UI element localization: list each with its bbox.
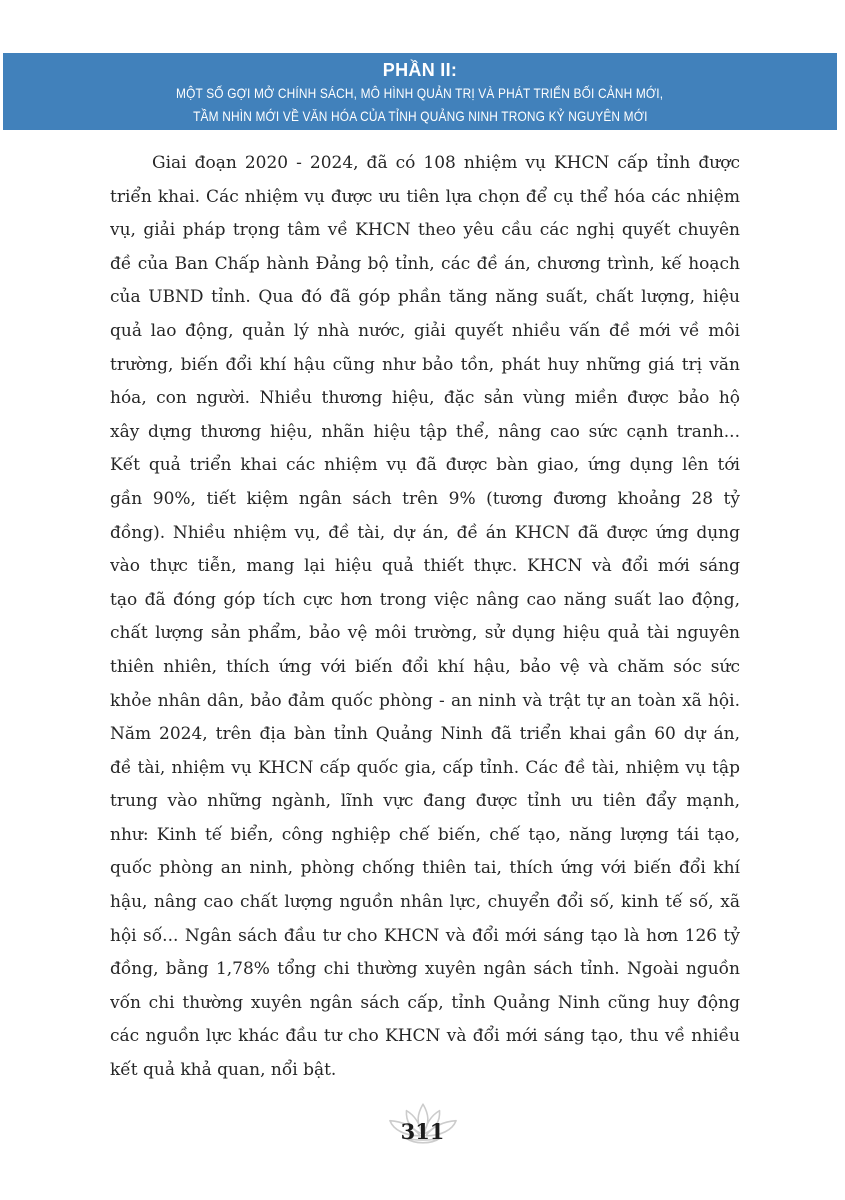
page-number: 311 [400, 1119, 445, 1144]
body-text-line: kết quả khả quan, nổi bật. [110, 1060, 337, 1081]
body-text-line: Năm 2024, trên địa bàn tỉnh Quảng Ninh đã triển khai gần 60 dự án, [110, 724, 740, 745]
body-text-line: quả lao động, quản lý nhà nước, giải quyết nhiều vấn đề mới về môi [110, 320, 740, 341]
body-text-line: quốc phòng an ninh, phòng chống thiên tai, thích ứng với biến đổi khí [110, 858, 740, 879]
body-text-line: gần 90%, tiết kiệm ngân sách trên 9% (tương đương khoảng 28 tỷ [110, 488, 740, 509]
body-text-line: trung vào những ngành, lĩnh vực đang được tỉnh ưu tiên đẩy mạnh, [110, 791, 740, 812]
body-text-line: vốn chi thường xuyên ngân sách cấp, tỉnh Quảng Ninh cũng huy động [110, 992, 740, 1013]
chapter-part-label: PHẦN II: [382, 60, 458, 80]
body-text-line: xây dựng thương hiệu, nhãn hiệu tập thể, nâng cao sức cạnh tranh... [110, 421, 740, 442]
body-text-line: đề của Ban Chấp hành Đảng bộ tỉnh, các đề án, chương trình, kế hoạch [110, 253, 740, 274]
body-paragraph [110, 147, 740, 1088]
body-text-line: triển khai. Các nhiệm vụ được ưu tiên lựa chọn để cụ thể hóa các nhiệm [110, 186, 740, 207]
body-text-line: Kết quả triển khai các nhiệm vụ đã được bàn giao, ứng dụng lên tới [110, 455, 740, 476]
body-text-line: tạo đã đóng góp tích cực hơn trong việc nâng cao năng suất lao động, [110, 589, 740, 610]
chapter-subtitle-text-2: TẦM NHÌN MỚI VỀ VĂN HÓA CỦA TỈNH QUẢNG NINH TRONG KỶ NGUYÊN MỚI [192, 108, 648, 124]
body-text-line: các nguồn lực khác đầu tư cho KHCN và đổi mới sáng tạo, thu về nhiều [110, 1026, 740, 1047]
body-text-line: như: Kinh tế biển, công nghiệp chế biến, chế tạo, năng lượng tái tạo, [110, 824, 740, 845]
body-text-line: vụ, giải pháp trọng tâm về KHCN theo yêu cầu các nghị quyết chuyên [110, 220, 740, 241]
body-text-line: đề tài, nhiệm vụ KHCN cấp quốc gia, cấp tỉnh. Các đề tài, nhiệm vụ tập [110, 757, 740, 778]
body-text-line: đồng). Nhiều nhiệm vụ, đề tài, dự án, đề án KHCN đã được ứng dụng [110, 522, 740, 543]
chapter-subtitle-text-1: MỘT SỐ GỢI MỞ CHÍNH SÁCH, MÔ HÌNH QUẢN TRỊ VÀ PHÁT TRIỂN BỐI CẢNH MỚI, [176, 85, 664, 101]
page-footer [0, 1098, 845, 1158]
body-text-line: thiên nhiên, thích ứng với biến đổi khí hậu, bảo vệ và chăm sóc sức [110, 656, 740, 677]
body-text-line: hậu, nâng cao chất lượng nguồn nhân lực, chuyển đổi số, kinh tế số, xã [110, 892, 740, 913]
body-text-line: của UBND tỉnh. Qua đó đã góp phần tăng năng suất, chất lượng, hiệu [110, 287, 740, 308]
chapter-subtitle-line-2 [3, 105, 837, 128]
body-text-line: trường, biến đổi khí hậu cũng như bảo tồn, phát huy những giá trị văn [110, 354, 740, 375]
body-text-line: chất lượng sản phẩm, bảo vệ môi trường, sử dụng hiệu quả tài nguyên [110, 623, 740, 644]
chapter-subtitle-line-1 [3, 82, 837, 105]
body-text-line: vào thực tiễn, mang lại hiệu quả thiết thực. KHCN và đổi mới sáng [110, 556, 740, 577]
chapter-banner [3, 53, 837, 130]
body-text-line: hội số... Ngân sách đầu tư cho KHCN và đổi mới sáng tạo là hơn 126 tỷ [110, 925, 740, 946]
body-text-line: Giai đoạn 2020 - 2024, đã có 108 nhiệm vụ KHCN cấp tỉnh được [152, 153, 740, 173]
body-text-line: khỏe nhân dân, bảo đảm quốc phòng - an ninh và trật tự an toàn xã hội. [110, 690, 740, 711]
body-text-line: đồng, bằng 1,78% tổng chi thường xuyên ngân sách tỉnh. Ngoài nguồn [110, 959, 740, 980]
body-text-line: hóa, con người. Nhiều thương hiệu, đặc sản vùng miền được bảo hộ [110, 388, 740, 409]
